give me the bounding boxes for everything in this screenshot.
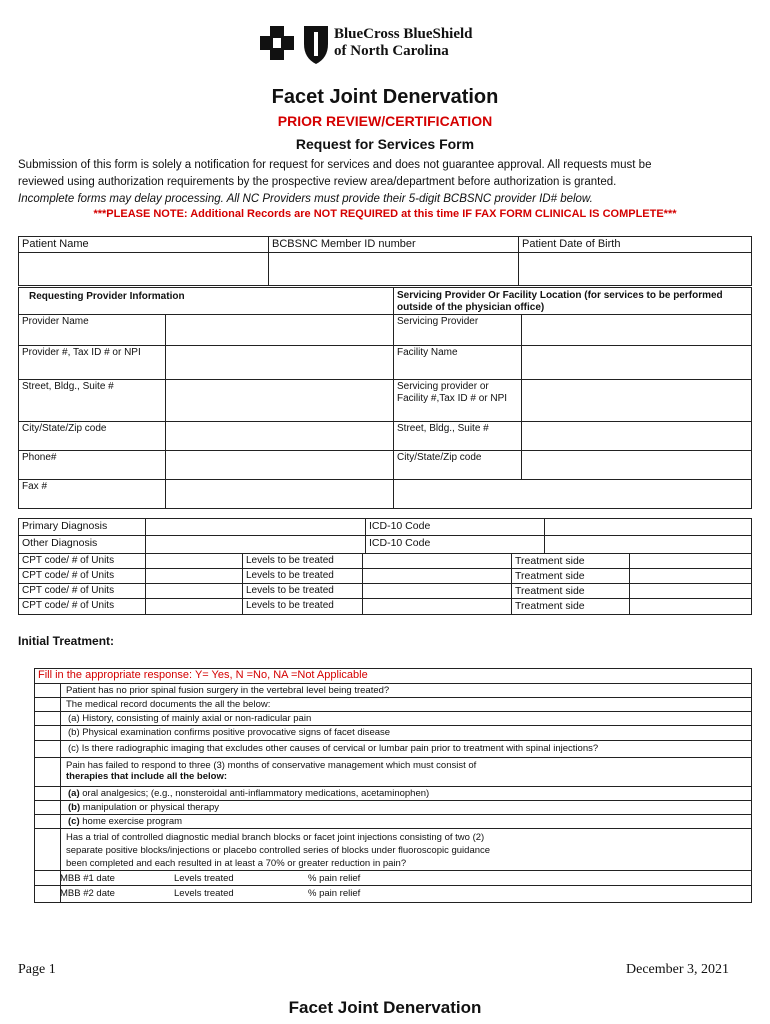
cpt-input[interactable] [145, 568, 243, 584]
facility-id-label: Servicing provider or Facility #,Tax ID # or NPI [393, 379, 522, 422]
initial-treatment-heading: Initial Treatment: [18, 634, 115, 648]
cpt-input[interactable] [145, 598, 243, 615]
cpt-input[interactable] [145, 553, 243, 569]
icd-code-label-1: ICD-10 Code [365, 518, 545, 536]
cpt-label: CPT code/ # of Units [18, 568, 146, 584]
icd-code-input-2[interactable] [544, 535, 752, 554]
question-physical-therapy: (b) manipulation or physical therapy [68, 802, 220, 813]
fax-label: Fax # [18, 479, 166, 509]
question-history: (a) History, consisting of mainly axial or non-radicular pain [68, 713, 312, 724]
fax-input[interactable] [165, 479, 394, 509]
response-q3b[interactable] [35, 801, 59, 813]
servicing-blank-cell [393, 479, 752, 509]
primary-diagnosis-input[interactable] [145, 518, 366, 536]
treatment-side-label: Treatment side [511, 598, 630, 615]
response-q2[interactable] [35, 698, 59, 710]
question-conservative: Pain has failed to respond to three (3) months of conservative management which must consist of therapies that include all the below: [66, 760, 477, 782]
mbb2-levels-label: Levels treated [174, 888, 234, 899]
city-input[interactable] [165, 421, 394, 451]
treatment-side-label: Treatment side [511, 568, 630, 584]
mbb1-levels-label: Levels treated [174, 873, 234, 884]
provider-id-label: Provider #, Tax ID # or NPI [18, 345, 166, 380]
records-note: ***PLEASE NOTE: Additional Records are NOT REQUIRED at this time IF FAX FORM CLINICAL IS COMPLETE*** [93, 208, 677, 220]
patient-name-label: Patient Name [18, 236, 269, 253]
servicing-street-label: Street, Bldg., Suite # [393, 421, 522, 451]
facility-name-input[interactable] [521, 345, 752, 380]
other-diagnosis-input[interactable] [145, 535, 366, 554]
page-number: Page 1 [18, 962, 56, 977]
dob-label: Patient Date of Birth [518, 236, 752, 253]
treatment-side-input[interactable] [629, 583, 752, 599]
street-input[interactable] [165, 379, 394, 422]
member-id-input[interactable] [268, 252, 519, 286]
levels-label: Levels to be treated [242, 568, 363, 584]
mbb2-date-label: MBB #2 date [60, 888, 115, 899]
response-q4[interactable] [35, 829, 59, 869]
question-radiographic: (c) Is there radiographic imaging that excludes other causes of cervical or lumbar pain prior to treatment with spinal injections? [68, 743, 599, 754]
footer-title: Facet Joint Denervation [288, 998, 482, 1017]
provider-name-label: Provider Name [18, 314, 166, 346]
servicing-city-label: City/State/Zip code [393, 450, 522, 480]
response-q3[interactable] [35, 758, 59, 785]
levels-label: Levels to be treated [242, 598, 363, 615]
levels-input[interactable] [362, 598, 512, 615]
city-label: City/State/Zip code [18, 421, 166, 451]
cross-shield-icon [258, 22, 334, 68]
treatment-side-input[interactable] [629, 568, 752, 584]
cpt-label: CPT code/ # of Units [18, 553, 146, 569]
mbb1-date-label: MBB #1 date [60, 873, 115, 884]
treatment-side-input[interactable] [629, 598, 752, 615]
servicing-provider-input[interactable] [521, 314, 752, 346]
intro-text: Submission of this form is solely a notification for request for services and does not guarantee approval. All requests must be reviewed using authorization requirements by the prospective review area/department before authorization is granted. Incomplete forms may delay processing. All NC Providers must provide their 5-digit BCBSNC provider ID# below. [18, 159, 652, 205]
response-q3c[interactable] [35, 815, 59, 827]
icd-code-label-2: ICD-10 Code [365, 535, 545, 554]
response-q2b[interactable] [35, 726, 59, 739]
levels-input[interactable] [362, 553, 512, 569]
question-analgesics: (a) oral analgesics; (e.g., nonsteroidal anti-inflammatory medications, acetaminophen) [68, 788, 430, 799]
street-label: Street, Bldg., Suite # [18, 379, 166, 422]
cpt-label: CPT code/ # of Units [18, 583, 146, 599]
cpt-label: CPT code/ # of Units [18, 598, 146, 615]
question-diagnostic-blocks: Has a trial of controlled diagnostic medial branch blocks or facet joint injections consisting of two (2) separate positive blocks/injections or placebo controlled series of blocks under fluoroscopic guidance been completed and each resulted in at least a 70% or greater reduction in pain? [66, 832, 491, 869]
form-subtitle: Request for Services Form [295, 136, 475, 152]
facility-id-input[interactable] [521, 379, 752, 422]
cpt-input[interactable] [145, 583, 243, 599]
levels-input[interactable] [362, 568, 512, 584]
response-q1[interactable] [35, 684, 59, 696]
treatment-side-label: Treatment side [511, 553, 630, 569]
levels-label: Levels to be treated [242, 553, 363, 569]
servicing-street-input[interactable] [521, 421, 752, 451]
requesting-provider-header: Requesting Provider Information [18, 287, 394, 315]
question-physical-exam: (b) Physical examination confirms positive provocative signs of facet disease [68, 727, 391, 738]
primary-diagnosis-label: Primary Diagnosis [18, 518, 146, 536]
instruction-text: Fill in the appropriate response: Y= Yes, N =No, NA =Not Applicable [38, 669, 368, 681]
member-id-label: BCBSNC Member ID number [268, 236, 519, 253]
logo-text: BlueCross BlueShield of North Carolina [334, 26, 473, 59]
phone-input[interactable] [165, 450, 394, 480]
provider-name-input[interactable] [165, 314, 394, 346]
servicing-city-input[interactable] [521, 450, 752, 480]
levels-label: Levels to be treated [242, 583, 363, 599]
treatment-side-input[interactable] [629, 553, 752, 569]
dob-input[interactable] [518, 252, 752, 286]
prior-review-subtitle: PRIOR REVIEW/CERTIFICATION [277, 113, 493, 129]
facility-name-label: Facility Name [393, 345, 522, 380]
form-title: Facet Joint Denervation [271, 86, 499, 108]
revision-date: December 3, 2021 [626, 962, 730, 977]
provider-id-input[interactable] [165, 345, 394, 380]
question-medical-record: The medical record documents the all the below: [66, 699, 271, 710]
mbb2-pain-label: % pain relief [308, 888, 361, 899]
levels-input[interactable] [362, 583, 512, 599]
servicing-provider-header: Servicing Provider Or Facility Location (for services to be performed outside of the physician office) [393, 287, 752, 315]
question-home-exercise: (c) home exercise program [68, 816, 183, 827]
response-q2c[interactable] [35, 741, 59, 756]
other-diagnosis-label: Other Diagnosis [18, 535, 146, 554]
mbb1-pain-label: % pain relief [308, 873, 361, 884]
patient-name-input[interactable] [18, 252, 269, 286]
servicing-provider-label: Servicing Provider [393, 314, 522, 346]
response-q3a[interactable] [35, 787, 59, 799]
phone-label: Phone# [18, 450, 166, 480]
question-prior-fusion: Patient has no prior spinal fusion surgery in the vertebral level being treated? [66, 685, 390, 696]
response-q2a[interactable] [35, 712, 59, 724]
treatment-side-label: Treatment side [511, 583, 630, 599]
icd-code-input-1[interactable] [544, 518, 752, 536]
